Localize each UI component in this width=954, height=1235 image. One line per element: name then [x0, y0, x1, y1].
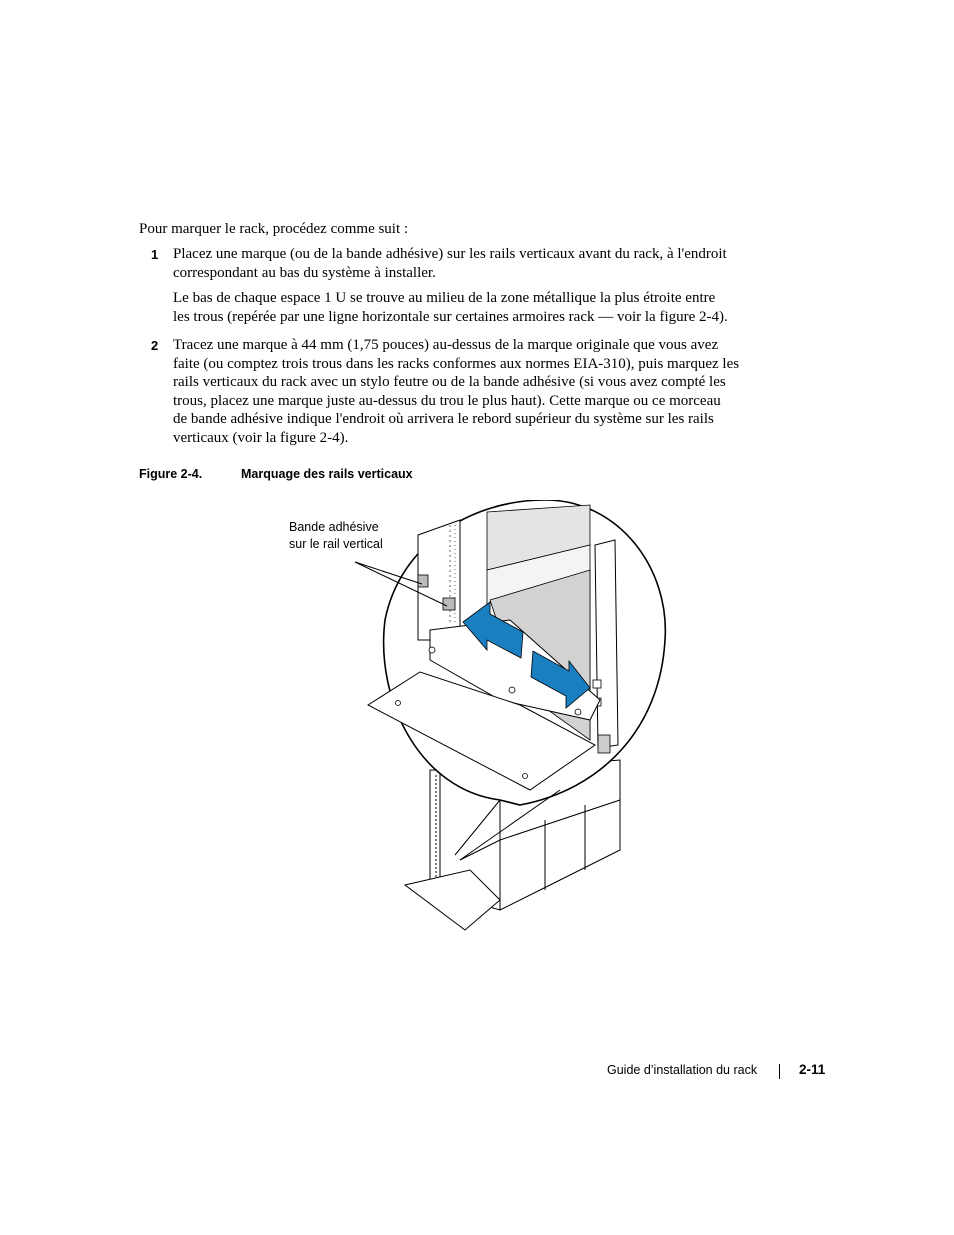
step-2-line: rails verticaux du rack avec un stylo feutre ou de la bande adhésive (si vous avez compté les	[173, 374, 726, 391]
step-2-line: Tracez une marque à 44 mm (1,75 pouces) au-dessus de la marque originale que vous avez	[173, 337, 719, 353]
tape-callout-label	[289, 519, 383, 553]
step-2-text	[173, 336, 739, 448]
step-2-line: verticaux (voir la figure 2-4).	[173, 429, 349, 446]
figure-caption	[139, 467, 413, 481]
step-1-line: Placez une marque (ou de la bande adhésive) sur les rails verticaux avant du rack, à l'endroit	[173, 246, 727, 262]
tape-callout-line: Bande adhésive	[289, 520, 379, 534]
step-2-number: 2	[151, 338, 159, 353]
footer-separator	[779, 1064, 780, 1079]
rack-illustration	[280, 500, 680, 940]
step-1-number: 1	[151, 247, 159, 262]
step-2-line: faite (ou comptez trois trous dans les racks conformes aux normes EIA-310), puis marquez les	[173, 355, 740, 372]
step-1-note-line: les trous (repérée par une ligne horizontale sur certaines armoires rack — voir la figure 2-4).	[173, 308, 728, 325]
footer-title: Guide d’installation du rack	[607, 1063, 758, 1077]
step-1-note-line: Le bas de chaque espace 1 U se trouve au milieu de la zone métallique la plus étroite entre	[173, 290, 716, 306]
figure-number: Figure 2-4.	[139, 467, 203, 481]
figure-title: Marquage des rails verticaux	[241, 467, 413, 481]
step-2-line: de bande adhésive indique l'endroit où arrivera le rebord supérieur du système sur les rails	[173, 411, 714, 428]
intro-text: Pour marquer le rack, procédez comme suit :	[139, 221, 409, 237]
step-2-line: trous, placez une marque juste au-dessus du trou le plus haut). Cette marque ou ce morceau	[173, 392, 721, 409]
step-1-note	[173, 289, 728, 326]
tape-callout-line: sur le rail vertical	[289, 537, 383, 551]
step-1-line: correspondant au bas du système à installer.	[173, 264, 436, 281]
page-number: 2-11	[799, 1062, 826, 1077]
step-1-text	[173, 245, 727, 282]
